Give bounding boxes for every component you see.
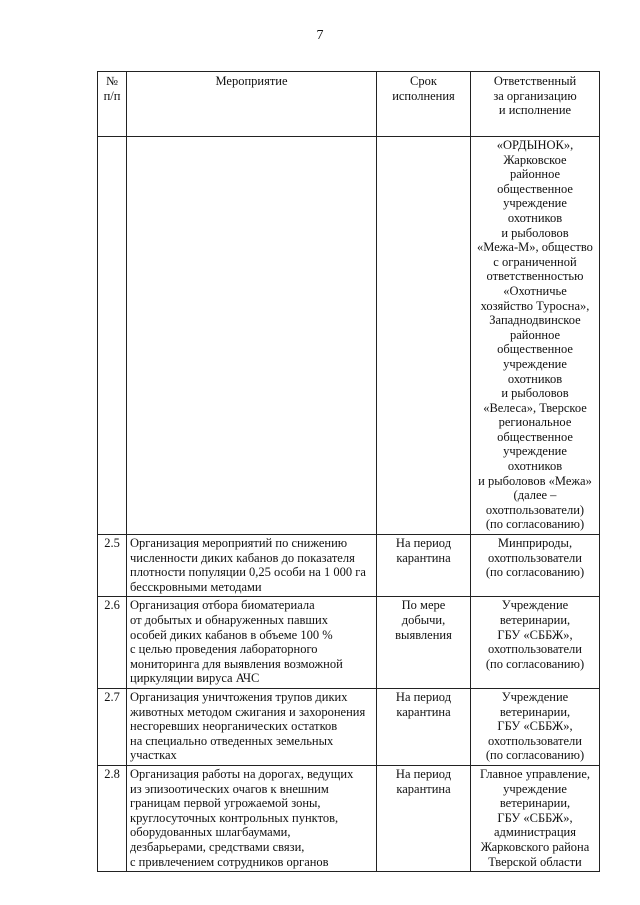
row-number: 2.5	[98, 535, 127, 597]
row-number: 2.7	[98, 688, 127, 765]
row-responsible: Учреждение ветеринарии, ГБУ «СББЖ», охотпользователи (по согласованию)	[471, 688, 600, 765]
table-row	[98, 137, 600, 535]
row-term: По мере добычи, выявления	[377, 597, 471, 689]
row-responsible: «ОРДЫНОК», Жарковское районное общественное учреждение охотников и рыболовов «Межа-М», общество с ограниченной ответственностью «Охотничье хозяйство Туросна», Западнодвинское районное общественное учреждение охотников и рыболовов «Велеса», Тверское региональное общественное учреждение охотников и рыболовов «Межа» (далее – охотпользователи) (по согласованию)	[471, 137, 600, 535]
header-event: Мероприятие	[127, 72, 377, 137]
row-event: Организация мероприятий по снижению численности диких кабанов до показателя плотности популяции 0,25 особи на 1 000 га бесскровными методами	[127, 535, 377, 597]
row-number: 2.6	[98, 597, 127, 689]
measures-table	[97, 71, 600, 872]
row-event	[127, 137, 377, 535]
page-number: 7	[316, 28, 324, 43]
table-row	[98, 765, 600, 871]
row-number: 2.8	[98, 765, 127, 871]
row-responsible: Минприроды, охотпользователи (по согласованию)	[471, 535, 600, 597]
row-responsible: Главное управление, учреждение ветеринарии, ГБУ «СББЖ», администрация Жарковского района Тверской области	[471, 765, 600, 871]
row-responsible: Учреждение ветеринарии, ГБУ «СББЖ», охотпользователи (по согласованию)	[471, 597, 600, 689]
row-number	[98, 137, 127, 535]
header-term: Срок исполнения	[377, 72, 471, 137]
table-row	[98, 535, 600, 597]
row-term: На период карантина	[377, 535, 471, 597]
table-row	[98, 597, 600, 689]
table-row	[98, 688, 600, 765]
row-event: Организация работы на дорогах, ведущих из эпизоотических очагов к внешним границам первой угрожаемой зоны, круглосуточных контрольных пунктов, оборудованных шлагбаумами, дезбарьерами, средствами связи, с привлечением сотрудников органов	[127, 765, 377, 871]
row-event: Организация отбора биоматериала от добытых и обнаруженных павших особей диких кабанов в объеме 100 % с целью проведения лабораторного мониторинга для выявления возможной циркуляции вируса АЧС	[127, 597, 377, 689]
header-number: № п/п	[98, 72, 127, 137]
row-term: На период карантина	[377, 765, 471, 871]
row-term: На период карантина	[377, 688, 471, 765]
row-term	[377, 137, 471, 535]
header-responsible: Ответственный за организацию и исполнение	[471, 72, 600, 137]
table-header-row	[98, 72, 600, 137]
row-event: Организация уничтожения трупов диких животных методом сжигания и захоронения несгоревших неорганических остатков на специально отведенных земельных участках	[127, 688, 377, 765]
